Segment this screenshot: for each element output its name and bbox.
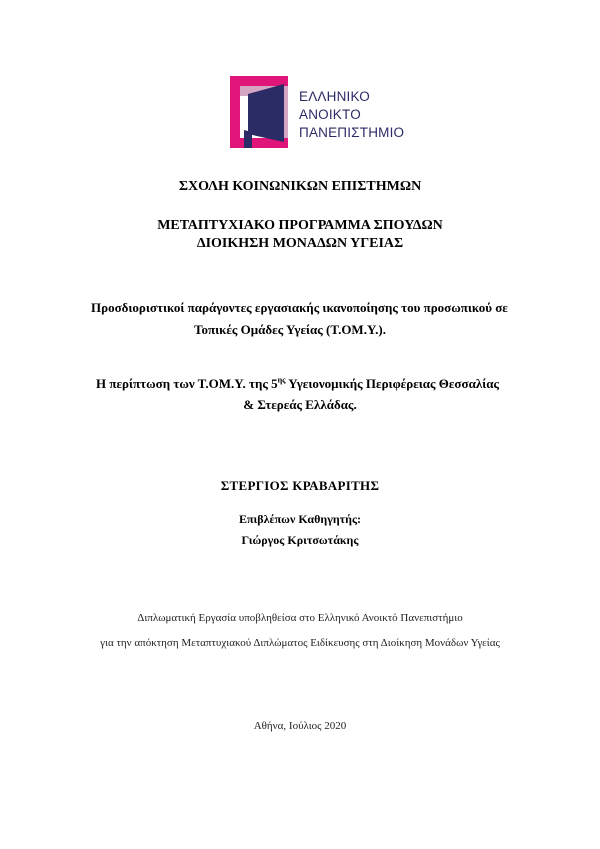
thesis-title-line-1: Προσδιοριστικοί παράγοντες εργασιακής ικανοποίησης του προσωπικού σε: [91, 300, 508, 315]
thesis-subtitle-line-1: [96, 376, 499, 392]
logo-line-1: ΕΛΛΗΝΙΚΟ: [299, 89, 370, 104]
thesis-note-line-1: Διπλωματική Εργασία υποβληθείσα στο Ελληνικό Ανοικτό Πανεπιστήμιο: [137, 612, 463, 624]
program-title-line-1: ΜΕΤΑΠΤΥΧΙΑΚΟ ΠΡΟΓΡΑΜΜΑ ΣΠΟΥΔΩΝ: [157, 218, 443, 233]
subtitle-superscript: ης: [277, 375, 286, 385]
author-name: ΣΤΕΡΓΙΟΣ ΚΡΑΒΑΡΙΤΗΣ: [220, 478, 380, 493]
logo-line-3: ΠΑΝΕΠΙΣΤΗΜΙΟ: [299, 125, 405, 140]
thesis-note-line-2: για την απόκτηση Μεταπτυχιακού Διπλώματος Ειδίκευσης στη Διοίκηση Μονάδων Υγείας: [100, 637, 500, 649]
university-logo: [222, 72, 422, 152]
thesis-title-line-2: Τοπικές Ομάδες Υγείας (Τ.ΟΜ.Υ.).: [194, 322, 386, 337]
program-title-line-2: ΔΙΟΙΚΗΣΗ ΜΟΝΑΔΩΝ ΥΓΕΙΑΣ: [196, 236, 404, 251]
logo-wordmark: [299, 88, 424, 142]
subtitle-text-end: Υγειονομικής Περιφέρειας Θεσσαλίας: [285, 376, 499, 391]
logo-mark-icon: [222, 72, 297, 152]
supervisor-label: Επιβλέπων Καθηγητής:: [238, 512, 362, 526]
logo-line-2: ΑΝΟΙΚΤΟ: [299, 107, 361, 122]
thesis-subtitle-line-2: & Στερεάς Ελλάδας.: [243, 397, 357, 412]
school-name: ΣΧΟΛΗ ΚΟΙΝΩΝΙΚΩΝ ΕΠΙΣΤΗΜΩΝ: [178, 179, 422, 194]
subtitle-text-start: Η περίπτωση των Τ.ΟΜ.Υ. της 5: [96, 376, 278, 391]
place-and-date: Αθήνα, Ιούλιος 2020: [253, 720, 347, 732]
supervisor-name: Γιώργος Κριτσωτάκης: [241, 533, 359, 547]
